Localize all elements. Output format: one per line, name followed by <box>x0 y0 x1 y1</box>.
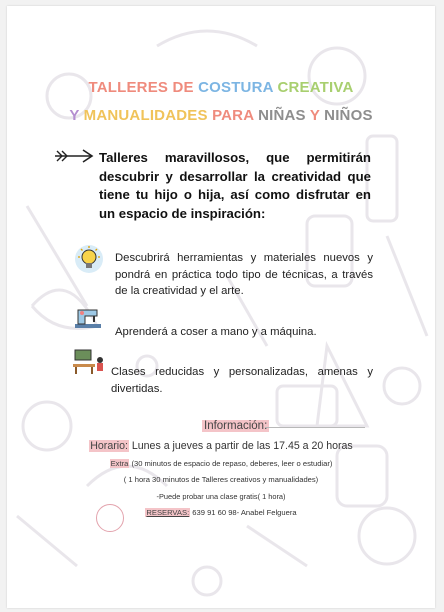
extra-line <box>7 459 435 468</box>
benefit-item-classes: Clases reducidas y personalizadas, amenas y divertidas. <box>111 366 373 395</box>
title-word-para: PARA <box>212 107 259 124</box>
title-word-y2: Y <box>309 107 325 124</box>
intro-paragraph: Talleres maravillosos, que permitirán descubrir y desarrollar la creatividad que tiene tu hijo o hija, así como disfrutar en un espacio de inspiración: <box>99 150 371 221</box>
booking-line <box>7 508 435 517</box>
title-word-ninas: NIÑAS <box>258 107 310 124</box>
title-word-ninos: NIÑOS <box>324 107 373 124</box>
benefit-item-discovery: Descubrirá herramientas y materiales nuevos y pondrá en práctica todo tipo de técnicas, a través de la creatividad y el arte. <box>115 252 373 297</box>
flyer-page <box>7 6 435 608</box>
extra-text: (30 minutos de espacio de repaso, deberes, leer o estudiar) <box>129 459 333 468</box>
sewing-machine-icon <box>73 304 103 330</box>
lightbulb-icon <box>73 243 105 275</box>
trial-line: -Puede probar una clase gratis( 1 hora) <box>156 492 286 501</box>
title-word-costura: COSTURA <box>198 79 278 96</box>
classroom-icon <box>71 348 107 376</box>
title-word-y: Y <box>69 107 84 124</box>
craft-doodle-background <box>7 6 435 608</box>
title-line-2 <box>7 107 435 124</box>
schedule-text: Lunes a jueves a partir de las 17.45 a 20 horas <box>128 440 353 452</box>
schedule-line <box>7 440 435 452</box>
schedule-label: Horario: <box>90 440 128 452</box>
info-heading: Información: <box>204 420 268 432</box>
info-divider <box>265 427 365 428</box>
title-word-talleres: TALLERES DE <box>88 79 199 96</box>
arrow-icon <box>53 148 95 164</box>
title-word-creativa: CREATIVA <box>277 79 354 96</box>
title-word-manualidades: MANUALIDADES <box>83 107 213 124</box>
booking-label: RESERVAS: <box>146 508 190 517</box>
workshop-line: ( 1 hora 30 minutos de Talleres creativos y manualidades) <box>123 475 319 484</box>
logo-stamp <box>96 504 124 532</box>
extra-label: Extra <box>110 459 129 468</box>
booking-text: 639 91 60 98- Anabel Felguera <box>190 508 297 517</box>
benefit-item-sewing: Aprenderá a coser a mano y a máquina. <box>115 326 317 338</box>
title-line-1 <box>7 79 435 96</box>
